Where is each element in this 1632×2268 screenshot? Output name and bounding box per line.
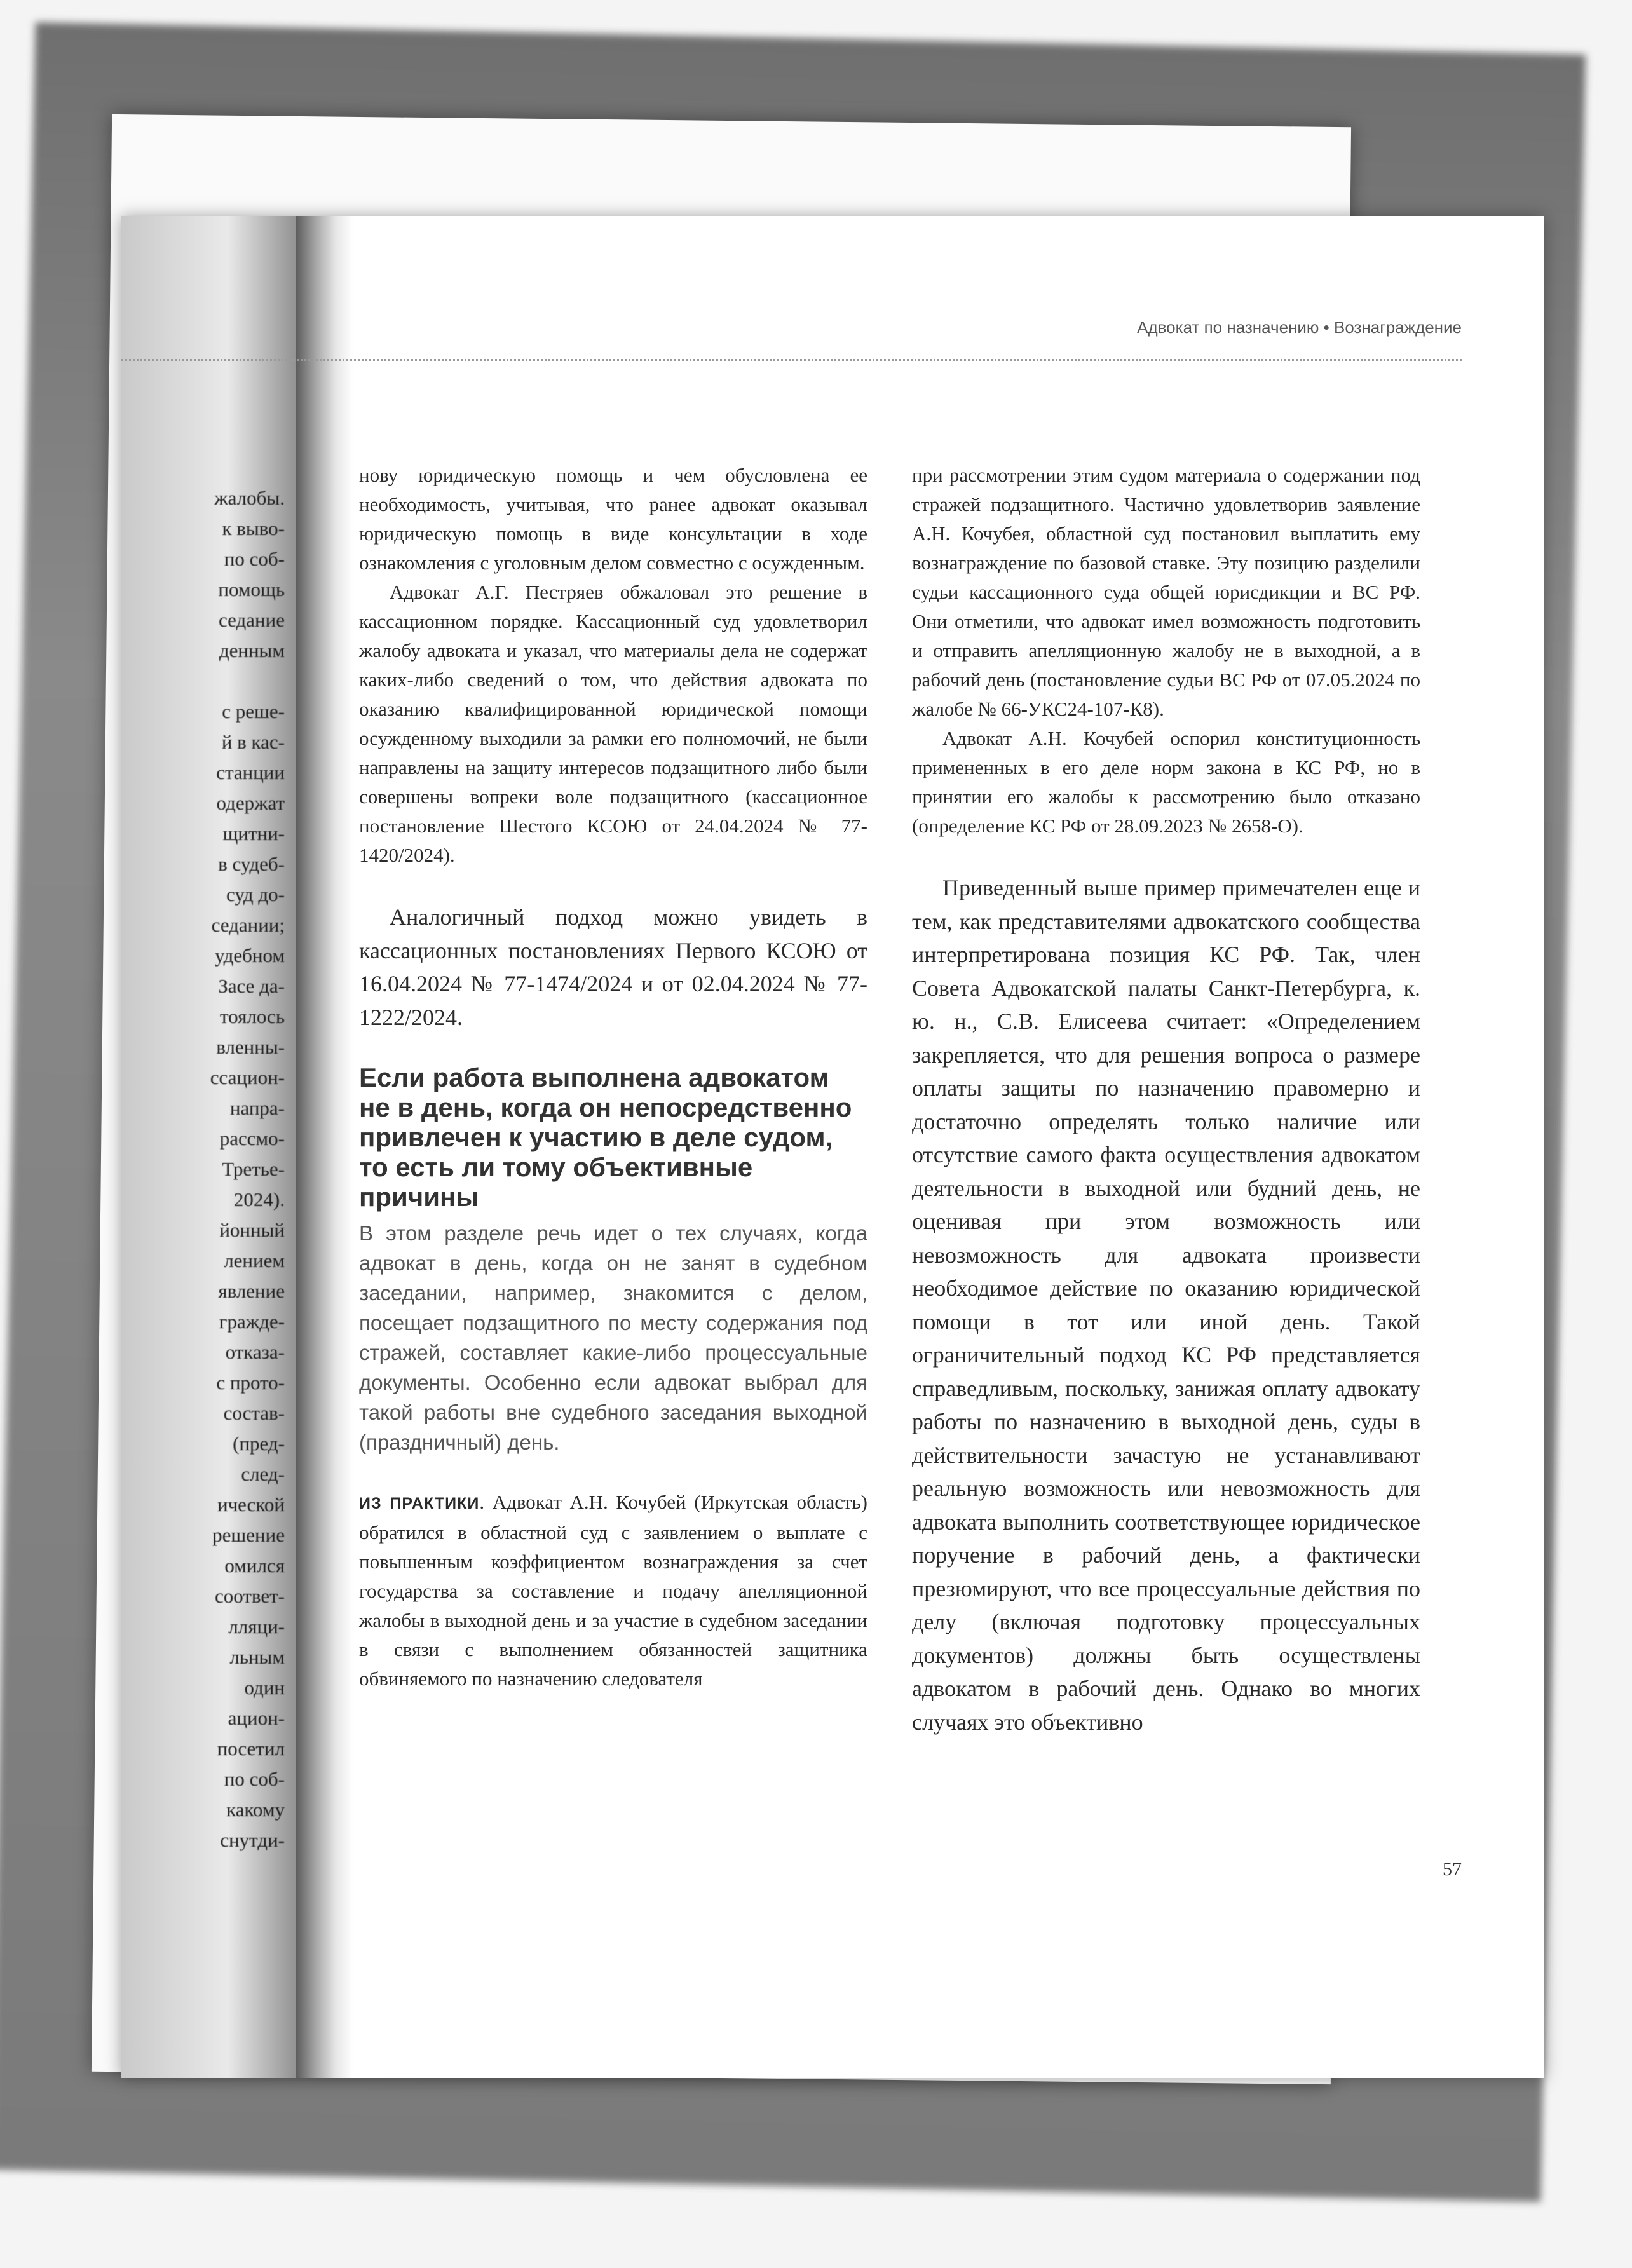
strip-line: денным (219, 639, 285, 662)
strip-line: 2024). (233, 1188, 285, 1211)
section-heading: Если работа выполнена адвокатом не в день, когда он непосредственно привлечен к участию в деле судом, то есть ли тому объективные причины (359, 1063, 852, 1212)
strip-line: гражде- (219, 1310, 285, 1333)
spacer (359, 870, 867, 900)
spacer (359, 1457, 867, 1488)
paragraph: Адвокат А.Г. Пестряев обжаловал это решение в кассационном порядке. Кассационный суд удовлетворил жалобу адвоката и указал, что материалы дела не содержат каких-либо сведений о том, что действия адвоката по оказанию квалифицированной юридической помощи осужденному выходили за рамки его полномочий, не были направлены на защиту интересов подзащитного либо были совершены вопреки воле подзащитного (кассационное постановление Шестого КСОЮ от 24.04.2024 № 77-1420/2024). (359, 581, 867, 866)
strip-line: суд до- (226, 883, 285, 906)
strip-line: лляци- (228, 1615, 285, 1638)
strip-line: льным (229, 1646, 285, 1668)
strip-line: ацион- (228, 1707, 285, 1729)
strip-line: с реше- (222, 700, 285, 723)
strip-line: вленны- (216, 1036, 285, 1058)
strip-line: (пред- (233, 1432, 285, 1455)
strip-line: йонный (219, 1219, 285, 1241)
paragraph: Приведенный выше пример примечателен еще и тем, как представителями адвокатского сообщества интерпретирована позиция КС РФ. Так, член Совета Адвокатской палаты Санкт-Петербурга, к. ю. н., С.В. Елисеева считает: «Определением закрепляется, что для решения вопроса о размере оплаты защиты по назначению правомерно и достаточно определять только наличие или отсутствие самого факта осуществления адвокатом деятельности в выходной или будний день, не оценивая при этом возможность или невозможность для адвоката произвести необходимое действие по оказанию юридической помощи в тот или иной день. Такой ограничительный подход КС РФ представляется справедливым, поскольку, занижая оплату адвокату работы по назначению в выходной день, суды в действительности зачастую не устанавливают реальную возможность или невозможность для адвоката выполнить соответствующее юридическое поручение в рабочий день, а фактически презюмируют, что все процессуальные действия по делу (включая подготовку процессуальных документов) должны быть осуществлены адвокатом в рабочий день. Однако во многих случаях это объективно (912, 875, 1420, 1735)
strip-line: тоялось (220, 1005, 285, 1028)
strip-line: Засе да- (218, 975, 285, 997)
strip-line: по соб- (224, 1768, 285, 1790)
strip-line: омился (224, 1554, 285, 1577)
section-lead: В этом разделе речь идет о тех случаях, когда адвокат в день, когда он не занят в судебном заседании, например, знакомится с делом, посещает подзащитного по месту содержания под стражей, составляет какие-либо процессуальные документы. Особенно если адвокат выбрал для такой работы вне судебного заседания выходной (праздничный) день. (359, 1221, 867, 1454)
running-head: Адвокат по назначению • Вознаграждение (1137, 318, 1462, 337)
spacer (912, 841, 1420, 871)
strip-line: снутди- (220, 1829, 285, 1851)
paragraph: Адвокат А.Н. Кочубей оспорил конституционность примененных в его деле норм закона в КС РФ, но в принятии его жалобы к рассмотрению было отказано (определение КС РФ от 28.09.2023 № 2658-О). (912, 727, 1420, 837)
strip-line: соответ- (215, 1585, 285, 1607)
strip-line: к выво- (222, 517, 285, 540)
strip-line: по соб- (224, 548, 285, 570)
strip-line: удебном (215, 944, 285, 967)
strip-line: явление (218, 1280, 285, 1302)
strip-line: какому (226, 1798, 285, 1821)
strip-line: седание (219, 609, 285, 631)
dotted-rule (121, 359, 1462, 361)
practice-label: ИЗ ПРАКТИКИ (359, 1495, 480, 1512)
previous-page-text (121, 483, 285, 1856)
paragraph: при рассмотрении этим судом материала о содержании под стражей подзащитного. Частично удовлетворив заявление А.Н. Кочубея, областной суд постановил выплатить ему вознаграждение по базовой ставке. Эту позицию разделили судьи кассационного суда общей юрисдикции и ВС РФ. Они отметили, что адвокат имел возможность подготовить и отправить апелляционную жалобу не в выходной, а в рабочий день (постановление судьи ВС РФ от 07.05.2024 по жалобе № 66-УКС24-107-К8). (912, 464, 1420, 720)
strip-line (121, 666, 285, 696)
strip-line: посетил (217, 1737, 285, 1760)
practice-text: . Адвокат А.Н. Кочубей (Иркутская область) обратился в областной суд с заявлением о выплате с повышенным коэффициентом вознаграждения за счет государства за составление и подачу апелляционной жалобы в выходной день и за участие в судебном заседании в связи с выполнением обязанностей защитника обвиняемого по назначению следователя (359, 1491, 867, 1690)
strip-line: жалобы. (214, 487, 285, 509)
strip-line: след- (241, 1463, 285, 1485)
strip-line: станции (216, 761, 285, 784)
practice-paragraph (359, 1488, 867, 1694)
book-gutter (296, 216, 353, 2078)
book-page (121, 216, 1544, 2078)
strip-line: с прото- (216, 1371, 285, 1394)
page-number: 57 (1443, 1859, 1462, 1880)
column-left (359, 461, 867, 1694)
previous-page-strip (121, 216, 299, 2078)
paragraph: нову юридическую помощь и чем обусловлена ее необходимость, учитывая, что ранее адвокат оказывал юридическую помощь в виде консультации в ходе ознакомления с уголовным делом совместно с осужденным. (359, 464, 867, 574)
strip-line: одержат (216, 792, 285, 814)
strip-line: решение (212, 1524, 285, 1546)
strip-line: Третье- (222, 1158, 285, 1180)
strip-line: лением (224, 1249, 285, 1272)
strip-line: один (244, 1676, 285, 1699)
paragraph: Аналогичный подход можно увидеть в кассационных постановлениях Первого КСОЮ от 16.04.2024 № 77-1474/2024 и от 02.04.2024 № 77-1222/2024. (359, 904, 867, 1030)
strip-line: ической (217, 1493, 285, 1516)
strip-line: напра- (229, 1097, 285, 1119)
strip-line: й в кас- (221, 731, 285, 753)
strip-line: щитни- (222, 822, 285, 845)
strip-line: седании; (211, 914, 285, 936)
strip-line: помощь (218, 578, 285, 601)
strip-line: отказа- (225, 1341, 285, 1363)
column-right (912, 461, 1420, 1739)
strip-line: в судеб- (218, 853, 285, 875)
strip-line: ссацион- (210, 1066, 285, 1089)
strip-line: рассмо- (219, 1127, 285, 1150)
strip-line: состав- (223, 1402, 285, 1424)
